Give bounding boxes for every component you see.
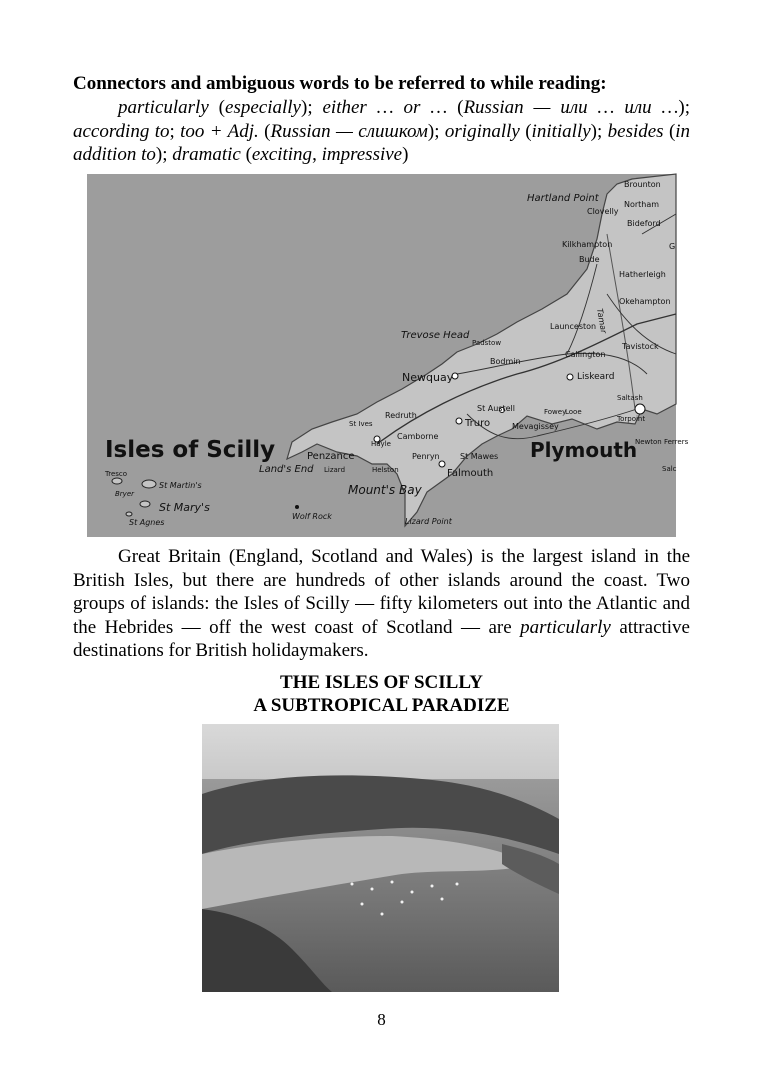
map-label: Tavistock (622, 342, 659, 351)
island (140, 501, 150, 507)
separator: ; (169, 120, 181, 142)
map-label: Kilkhampton (562, 240, 613, 249)
connector-gloss: или … или … (560, 97, 679, 118)
map-label: Callington (565, 350, 606, 359)
paragraph-text: Great Britain (England, Scotland and Wales) is the largest island in the British Isles, but there are hundreds of other islands around the coast. Two groups of islands: the Isles of Scilly — fifty kilometers out into the Atlantic and the Hebrides — off the west coast of Scotland — are (73, 546, 690, 638)
connector-gloss: exciting (251, 144, 313, 165)
map-label: Launceston (550, 322, 597, 331)
connector-gloss: initially (531, 120, 591, 142)
map-label: Lizard (324, 466, 346, 474)
page-number: 8 (377, 1010, 386, 1029)
connectors-heading: Connectors and ambiguous words to be referred to while reading: (73, 73, 607, 94)
map-label: Newquay (402, 371, 454, 384)
map-label: Tamar (595, 307, 609, 334)
map-label: Mevagissey (512, 422, 559, 431)
connectors-list (73, 96, 690, 167)
map-label: St Ives (349, 420, 373, 428)
map-label: Mount's Bay (348, 483, 422, 497)
photo-svg (202, 724, 559, 992)
map-label: Brounton (624, 180, 661, 189)
town-marker (635, 404, 645, 414)
map-label: Bude (579, 255, 600, 264)
map-label: Saltash (617, 394, 643, 402)
map-label: Hatherleigh (619, 270, 666, 279)
map-title: Isles of Scilly (105, 437, 276, 463)
connector-gloss-prefix: Russian — (270, 120, 359, 142)
connector-word: dramatic (172, 144, 241, 165)
paragraph-text: attractive destinations for British holidaymakers. (73, 616, 690, 661)
connector-gloss: in addition to (73, 120, 691, 165)
map-label: G (669, 242, 676, 251)
town-marker (439, 461, 445, 467)
map-label: Trevose Head (401, 330, 470, 341)
map-label: Torpoint (617, 415, 646, 423)
intro-paragraph (73, 545, 690, 663)
map-label: St Austell (477, 404, 515, 413)
map-label: Clovelly (587, 207, 619, 216)
map-label: Northam (624, 200, 660, 209)
map-label: Lizard Point (405, 517, 452, 526)
map-label: Looe (565, 408, 582, 416)
connectors-paragraph: particularly (especially); either … or … (Russian — или … или …); according to; too + Adj. (Russian — слишком); originally (initially); besides (in addition to); dramatic (exciting, impressive) (73, 97, 691, 165)
section-title-line2: A SUBTROPICAL PARADIZE (253, 695, 510, 716)
map-label: Land's End (259, 464, 314, 475)
map-label: St Mary's (159, 501, 210, 514)
separator: ; (307, 97, 323, 118)
map-label: St Agnes (129, 518, 165, 527)
map-label: St Martin's (159, 481, 202, 490)
map-label: Fowey (544, 408, 567, 416)
town-marker (567, 374, 573, 380)
map-label: Falmouth (447, 468, 494, 479)
separator: ; (162, 144, 173, 165)
connector-gloss: слишком (358, 120, 428, 142)
section-title-line1: THE ISLES OF SCILLY (280, 672, 483, 693)
map-label: Penzance (307, 451, 355, 462)
map-label: Newton Ferrers (635, 438, 689, 446)
map-label: Bideford (627, 219, 661, 228)
map-label: Bodmin (490, 357, 521, 366)
map-label: St Mawes (460, 452, 499, 461)
map-label: Penryn (412, 452, 440, 461)
map-label: Bryer (115, 490, 135, 498)
connector-word: originally (444, 120, 520, 142)
connector-gloss-prefix: Russian — (463, 97, 561, 118)
separator: ; (684, 97, 691, 118)
map-label: Hayle (371, 440, 391, 448)
cornwall-map (87, 174, 689, 537)
map-label: Hartland Point (527, 193, 599, 204)
island (142, 480, 156, 488)
map-label: Okehampton (619, 297, 671, 306)
connector-word: besides (607, 120, 664, 142)
island (126, 512, 132, 516)
connector-word: either … or … (322, 97, 448, 118)
map-label: Truro (465, 418, 491, 429)
map-label: Redruth (385, 411, 417, 420)
map-label: Helston (372, 466, 399, 474)
paragraph-emphasis: particularly (520, 616, 611, 638)
map-label: Plymouth (530, 438, 638, 462)
connector-gloss: especially (225, 97, 301, 118)
map-label: Liskeard (577, 372, 615, 382)
rock-marker (295, 505, 299, 509)
connector-gloss: impressive (321, 144, 403, 165)
connector-word: too + Adj. (180, 120, 259, 142)
town-marker (456, 418, 462, 424)
map-svg (87, 174, 689, 537)
island (112, 478, 122, 484)
map-label: Padstow (472, 339, 502, 347)
separator: ; (596, 120, 608, 142)
connector-word: particularly (118, 97, 209, 118)
aerial-photo (202, 724, 559, 992)
separator: ; (434, 120, 445, 142)
map-label: Camborne (397, 432, 439, 441)
body-text (73, 545, 690, 663)
connector-word: according to (73, 120, 170, 142)
map-label: Wolf Rock (292, 512, 332, 521)
map-label: Salc (662, 465, 677, 473)
map-label: Tresco (105, 470, 128, 478)
